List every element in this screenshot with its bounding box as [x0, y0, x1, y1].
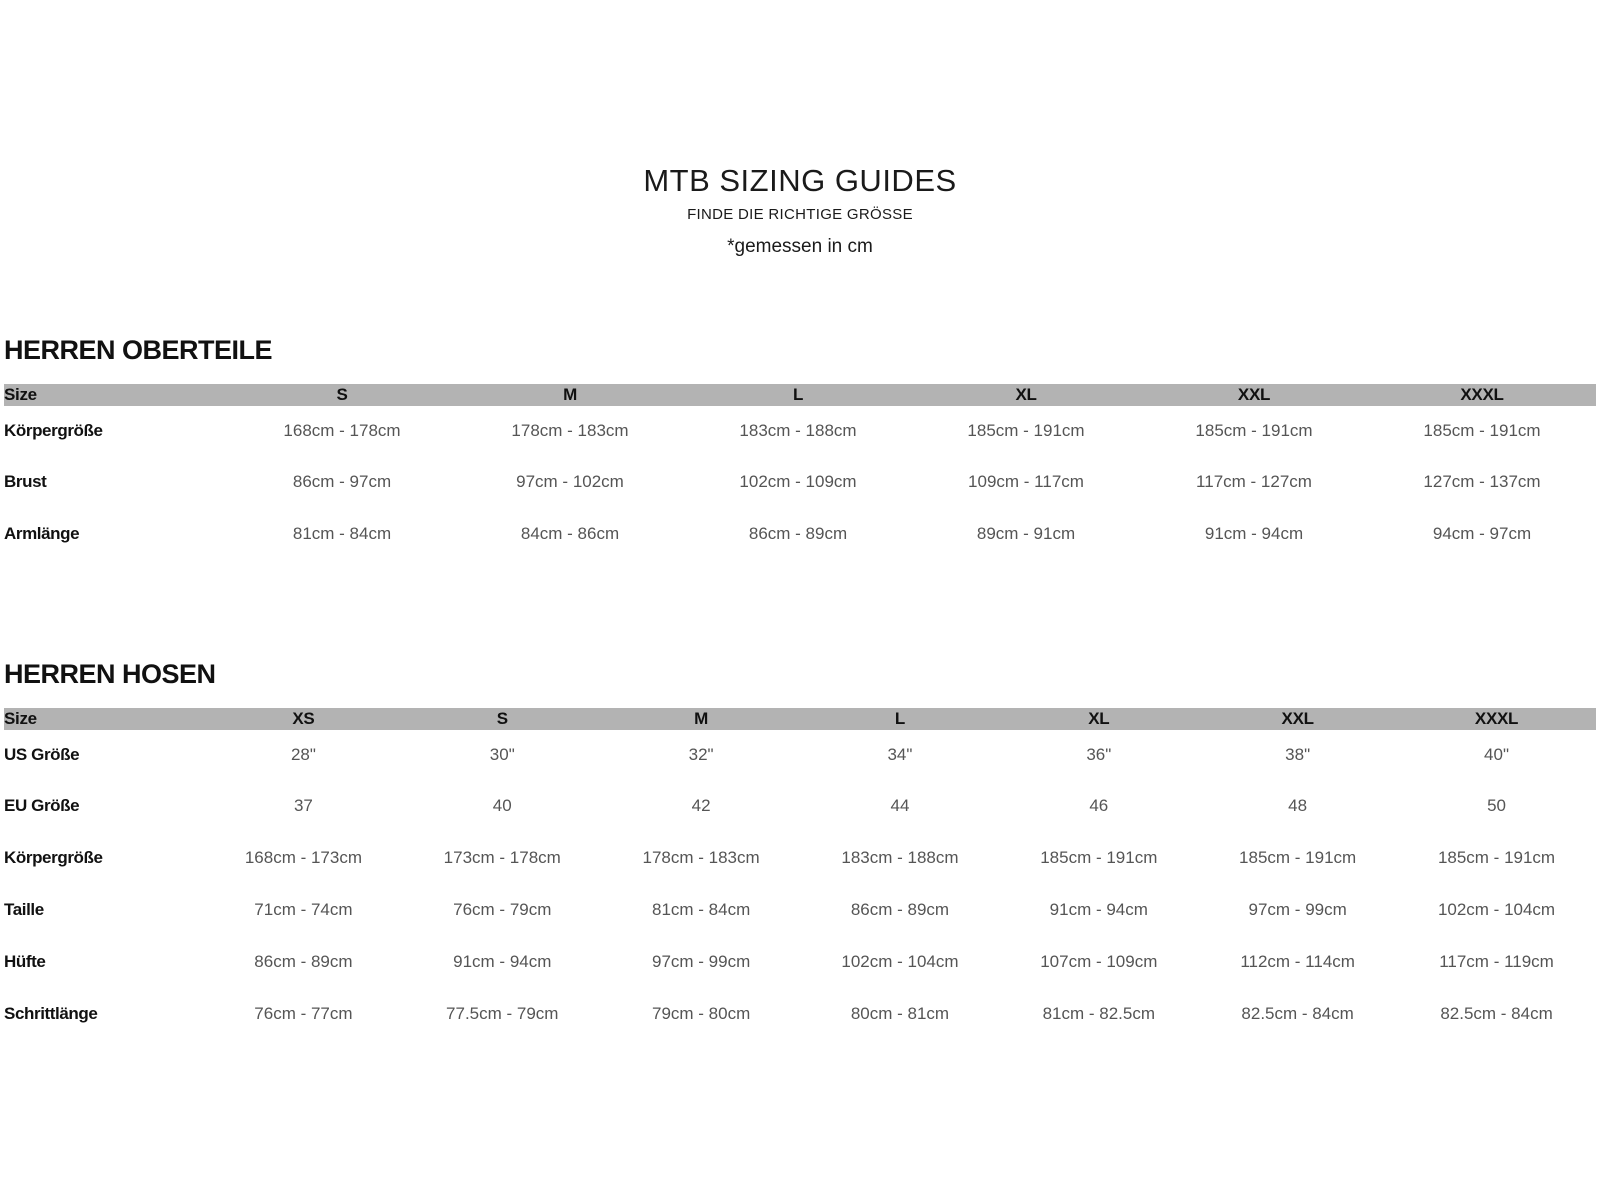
size-column-header: XXL: [1140, 384, 1368, 406]
table-cell: 112cm - 114cm: [1240, 952, 1355, 971]
table-row: [4, 406, 1596, 456]
table-row: [4, 936, 1596, 988]
table-cell: 109cm - 117cm: [968, 472, 1084, 491]
table-cell: 86cm - 89cm: [748, 524, 848, 543]
table-cell: 38": [1285, 745, 1311, 764]
table-cell: 32": [688, 745, 714, 764]
row-label: EU Größe: [4, 796, 80, 815]
measurement-note: *gemessen in cm: [727, 236, 873, 257]
table-cell: 76cm - 79cm: [453, 900, 552, 919]
table-cell: 94cm - 97cm: [1432, 524, 1532, 543]
table-cell: 168cm - 173cm: [244, 848, 362, 867]
table-cell: 183cm - 188cm: [841, 848, 959, 867]
size-column-header: L: [801, 708, 1000, 730]
table-cell: 46: [1089, 796, 1109, 815]
pants-size-table: [4, 708, 1596, 1040]
size-column-header: XXXL: [1397, 708, 1596, 730]
table-cell: 117cm - 127cm: [1196, 472, 1312, 491]
table-cell: 185cm - 191cm: [1423, 421, 1541, 440]
table-cell: 185cm - 191cm: [1437, 848, 1556, 867]
size-header-label: Size: [4, 384, 228, 406]
table-cell: 102cm - 104cm: [1437, 900, 1556, 919]
size-column-header: XL: [912, 384, 1140, 406]
table-cell: 77.5cm - 79cm: [446, 1004, 559, 1023]
table-cell: 82.5cm - 84cm: [1241, 1004, 1354, 1023]
size-column-header: XS: [204, 708, 403, 730]
table-cell: 185cm - 191cm: [1239, 848, 1357, 867]
row-label: Körpergröße: [4, 848, 103, 867]
table-cell: 91cm - 94cm: [453, 952, 552, 971]
table-cell: 84cm - 86cm: [520, 524, 620, 543]
table-cell: 86cm - 89cm: [850, 900, 950, 919]
table-header-row: [4, 708, 1596, 730]
table-cell: 97cm - 102cm: [516, 472, 624, 491]
table-cell: 97cm - 99cm: [1248, 900, 1347, 919]
row-label: Körpergröße: [4, 421, 103, 440]
table-cell: 127cm - 137cm: [1423, 472, 1541, 491]
size-column-header: S: [228, 384, 456, 406]
table-cell: 28": [290, 745, 316, 764]
row-label: Armlänge: [4, 524, 80, 543]
tops-section-title: HERREN OBERTEILE: [4, 335, 273, 365]
table-cell: 86cm - 97cm: [292, 472, 392, 491]
table-row: [4, 780, 1596, 832]
table-cell: 102cm - 109cm: [739, 472, 857, 491]
row-label: Hüfte: [4, 952, 46, 971]
table-row: [4, 832, 1596, 884]
size-column-header: M: [602, 708, 801, 730]
table-cell: 30": [489, 745, 515, 764]
table-row: [4, 988, 1596, 1040]
table-row: [4, 456, 1596, 508]
page-title: MTB SIZING GUIDES: [643, 163, 957, 198]
table-cell: 36": [1086, 745, 1112, 764]
table-cell: 48: [1288, 796, 1308, 815]
table-cell: 168cm - 178cm: [283, 421, 401, 440]
table-cell: 80cm - 81cm: [850, 1004, 950, 1023]
table-cell: 86cm - 89cm: [254, 952, 353, 971]
table-header-row: [4, 384, 1596, 406]
size-column-header: XXXL: [1368, 384, 1596, 406]
table-cell: 178cm - 183cm: [642, 848, 760, 867]
table-cell: 91cm - 94cm: [1204, 524, 1304, 543]
table-row: [4, 730, 1596, 780]
size-column-header: XXL: [1198, 708, 1397, 730]
size-column-header: XL: [999, 708, 1198, 730]
table-cell: 81cm - 84cm: [292, 524, 392, 543]
size-column-header: M: [456, 384, 684, 406]
table-cell: 76cm - 77cm: [254, 1004, 353, 1023]
table-row: [4, 884, 1596, 936]
row-label: Schrittlänge: [4, 1004, 98, 1023]
table-cell: 42: [691, 796, 711, 815]
table-cell: 185cm - 191cm: [1195, 421, 1313, 440]
table-cell: 37: [293, 796, 313, 815]
table-cell: 97cm - 99cm: [651, 952, 751, 971]
tops-size-table: [4, 384, 1596, 560]
table-cell: 81cm - 82.5cm: [1042, 1004, 1156, 1023]
table-cell: 71cm - 74cm: [254, 900, 353, 919]
table-cell: 50: [1487, 796, 1506, 815]
table-cell: 79cm - 80cm: [651, 1004, 751, 1023]
row-label: Taille: [4, 900, 44, 919]
table-cell: 185cm - 191cm: [967, 421, 1085, 440]
table-cell: 107cm - 109cm: [1040, 952, 1158, 971]
table-cell: 173cm - 178cm: [443, 848, 561, 867]
table-cell: 40: [492, 796, 512, 815]
size-column-header: L: [684, 384, 912, 406]
table-row: [4, 508, 1596, 560]
size-column-header: S: [403, 708, 602, 730]
table-cell: 91cm - 94cm: [1049, 900, 1148, 919]
page-subtitle: FINDE DIE RICHTIGE GRÖSSE: [687, 206, 913, 223]
table-cell: 185cm - 191cm: [1040, 848, 1158, 867]
table-cell: 44: [890, 796, 910, 815]
table-cell: 89cm - 91cm: [976, 524, 1076, 543]
table-cell: 117cm - 119cm: [1439, 952, 1554, 971]
table-cell: 82.5cm - 84cm: [1440, 1004, 1553, 1023]
pants-section-title: HERREN HOSEN: [4, 659, 216, 689]
table-cell: 81cm - 84cm: [651, 900, 751, 919]
table-cell: 183cm - 188cm: [739, 421, 857, 440]
row-label: US Größe: [4, 745, 80, 764]
row-label: Brust: [4, 472, 47, 491]
table-cell: 34": [887, 745, 913, 764]
table-cell: 40": [1484, 745, 1509, 764]
table-cell: 102cm - 104cm: [841, 952, 959, 971]
size-header-label: Size: [4, 708, 204, 730]
table-cell: 178cm - 183cm: [511, 421, 629, 440]
